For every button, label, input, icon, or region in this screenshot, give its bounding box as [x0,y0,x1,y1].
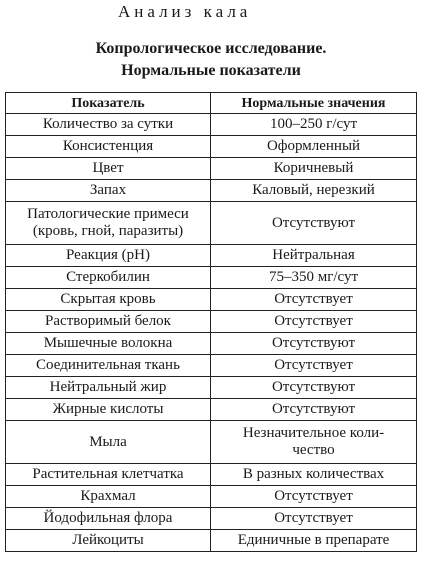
table-row [6,421,417,464]
value-cell: Нейтральная [211,245,417,267]
value-cell: Коричневый [211,158,417,180]
table-row [6,136,417,158]
value-cell: 75–350 мг/сут [211,267,417,289]
table-row [6,399,417,421]
value-cell: Единичные в препарате [211,530,417,552]
value-cell: Отсутствуют [211,399,417,421]
header-normal-values: Нормальные значения [211,93,417,114]
value-line: чество [292,442,335,458]
indicator-cell: Крахмал [6,486,211,508]
indicator-cell: Стеркобилин [6,267,211,289]
table-row [6,245,417,267]
value-cell: Отсутствуют [211,333,417,355]
indicator-cell [6,202,211,245]
indicator-cell: Йодофильная флора [6,508,211,530]
indicator-cell: Консистенция [6,136,211,158]
value-cell: Отсутствует [211,355,417,377]
indicator-cell: Мышечные волокна [6,333,211,355]
value-cell [211,421,417,464]
heading-line-1: Копрологическое исследование. [95,40,327,57]
table-row [6,158,417,180]
indicator-cell: Скрытая кровь [6,289,211,311]
table-row [6,202,417,245]
table-header-row [6,93,417,114]
table-row [6,355,417,377]
table-row [6,333,417,355]
indicator-line: (кровь, гной, паразиты) [32,223,184,239]
table-row [6,311,417,333]
indicator-cell: Количество за сутки [6,114,211,136]
indicator-cell: Запах [6,180,211,202]
table-heading [0,38,422,82]
value-cell: Отсутствует [211,289,417,311]
indicator-cell: Жирные кислоты [6,399,211,421]
norms-table [5,92,417,552]
value-cell: Каловый, нерезкий [211,180,417,202]
indicator-cell: Растворимый белок [6,311,211,333]
value-cell: Отсутствуют [211,202,417,245]
table-row [6,114,417,136]
document-title: Анализ кала [118,2,252,21]
indicator-cell: Мыла [6,421,211,464]
value-cell: Оформленный [211,136,417,158]
value-cell: 100–250 г/сут [211,114,417,136]
value-cell: Отсутствует [211,486,417,508]
indicator-cell: Цвет [6,158,211,180]
value-cell: Отсутствует [211,311,417,333]
indicator-cell: Реакция (рН) [6,245,211,267]
table-row [6,464,417,486]
value-cell: Отсутствуют [211,377,417,399]
indicator-cell: Нейтральный жир [6,377,211,399]
table-row [6,377,417,399]
indicator-cell: Лейкоциты [6,530,211,552]
table-row [6,530,417,552]
heading-line-2: Нормальные показатели [121,62,301,79]
value-cell: Отсутствует [211,508,417,530]
table-row [6,289,417,311]
table-row [6,508,417,530]
indicator-line: Патологические примеси [27,206,189,222]
indicator-cell: Соединительная ткань [6,355,211,377]
table-row [6,486,417,508]
value-cell: В разных количествах [211,464,417,486]
value-line: Незначительное коли- [242,425,385,441]
indicator-cell: Растительная клетчатка [6,464,211,486]
table-row [6,267,417,289]
header-indicator: Показатель [6,93,211,114]
table-row [6,180,417,202]
